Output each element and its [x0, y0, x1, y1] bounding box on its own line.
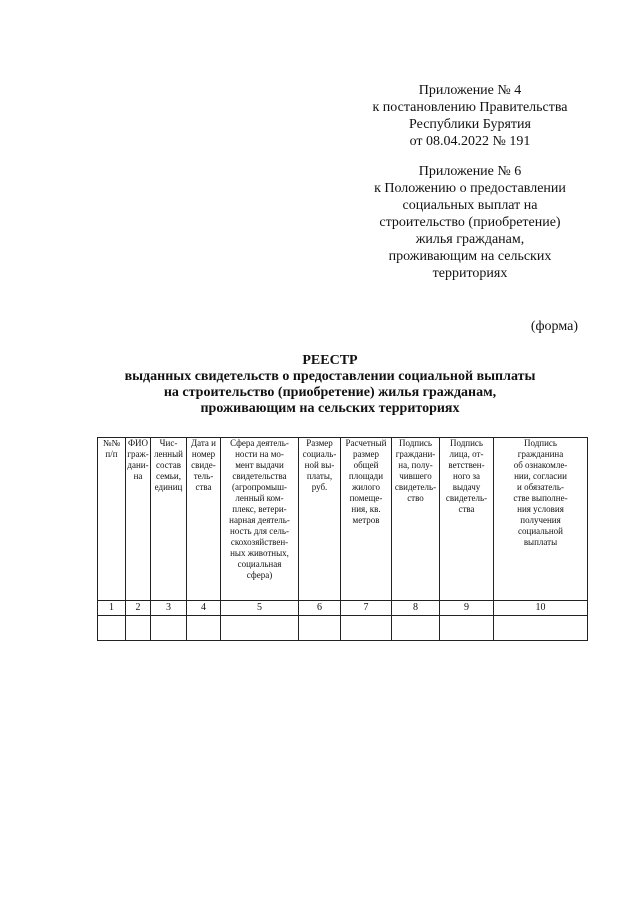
column-header — [392, 438, 440, 601]
appendix-6-line: строительство (приобретение) — [379, 215, 561, 230]
column-header-line: Дата и — [190, 438, 216, 448]
column-header-line: получения — [520, 515, 561, 525]
form-label: (форма) — [530, 319, 578, 334]
column-header — [98, 438, 126, 601]
table-cell — [299, 616, 341, 641]
table-cell — [221, 616, 299, 641]
column-header-line: нарная деятель- — [229, 515, 290, 525]
registry-title-line: на строительство (приобретение) жилья гражданам, — [163, 385, 497, 400]
column-header-line: стве выполне- — [513, 493, 568, 503]
column-header-line: ного за — [452, 471, 481, 481]
table-cell — [392, 616, 440, 641]
column-header-line: выдачу — [452, 482, 481, 492]
appendix-6-line: территориях — [432, 266, 508, 281]
column-header-line: ния, кв. — [351, 504, 381, 514]
column-number: 5 — [221, 601, 299, 616]
column-header-line: дани- — [127, 460, 149, 470]
column-number: 10 — [494, 601, 588, 616]
column-header-line: руб. — [311, 482, 328, 492]
column-header-line: ленный — [154, 449, 183, 459]
registry-title — [80, 353, 580, 417]
column-header-line: свидетель- — [394, 482, 437, 492]
column-header-line: семьи, — [156, 471, 181, 481]
column-header-line: единиц — [154, 482, 183, 492]
column-header-line: социаль- — [302, 449, 337, 459]
column-header-line: ства — [195, 482, 212, 492]
table-cell — [440, 616, 494, 641]
column-number: 6 — [299, 601, 341, 616]
column-number: 9 — [440, 601, 494, 616]
column-header-line: ленный ком- — [235, 493, 284, 503]
column-header-line: социальная — [237, 559, 282, 569]
column-header-line: помеще- — [349, 493, 383, 503]
appendix-6-line: к Положению о предоставлении — [374, 181, 566, 196]
column-header-line: ветствен- — [448, 460, 485, 470]
table-cell — [494, 616, 588, 641]
column-header-line: Подпись — [398, 438, 433, 448]
appendix-6-block — [340, 163, 600, 282]
column-number: 4 — [187, 601, 221, 616]
column-header-line: гражданина — [517, 449, 564, 459]
column-header — [187, 438, 221, 601]
column-header-line: тель- — [193, 471, 214, 481]
column-header-line: метров — [352, 515, 380, 525]
column-header-line: и обязатель- — [517, 482, 564, 492]
column-header-line: №№ — [102, 438, 121, 448]
appendix-4-line: к постановлению Правительства — [372, 100, 568, 115]
column-header-line: свидетель- — [445, 493, 488, 503]
column-header-line: Подпись — [523, 438, 558, 448]
column-header-line: размер — [352, 449, 380, 459]
column-header-line: плекс, ветери- — [232, 504, 287, 514]
column-header-line: (агропромыш- — [232, 482, 287, 492]
column-header — [151, 438, 187, 601]
column-header-line: площади — [348, 471, 384, 481]
registry-heading: РЕЕСТР — [302, 353, 358, 368]
table-cell — [187, 616, 221, 641]
table-row — [98, 616, 588, 641]
table-cell — [126, 616, 151, 641]
column-header-line: сфера) — [246, 570, 273, 580]
column-header-line: чившего — [399, 471, 432, 481]
table-cell — [341, 616, 392, 641]
column-header-line: социальной — [518, 526, 563, 536]
column-header-line: жилого — [352, 482, 380, 492]
appendix-6-line: Приложение № 6 — [418, 164, 522, 179]
appendix-4-line: Приложение № 4 — [418, 83, 522, 98]
appendix-6-line: жилья гражданам, — [415, 232, 525, 247]
appendix-4-block — [340, 82, 600, 150]
column-header-line: ной вы- — [304, 460, 335, 470]
column-header-line: состав — [155, 460, 181, 470]
column-header-line: лица, от- — [449, 449, 484, 459]
column-number: 7 — [341, 601, 392, 616]
appendix-6-line: проживающим на сельских — [388, 249, 552, 264]
table-cell — [151, 616, 187, 641]
column-number: 1 — [98, 601, 126, 616]
column-header-line: ства — [458, 504, 475, 514]
column-header-line: скохозяйствен- — [230, 537, 289, 547]
appendix-6-line: социальных выплат на — [402, 198, 538, 213]
column-header-line: ния условия — [517, 504, 564, 514]
registry-title-line: выданных свидетельств о предоставлении социальной выплаты — [124, 369, 536, 384]
registry-table — [97, 437, 588, 641]
column-header-line: об ознакомле- — [513, 460, 568, 470]
appendix-4-line: Республики Бурятия — [409, 117, 531, 132]
column-header-line: Подпись — [449, 438, 484, 448]
column-header — [440, 438, 494, 601]
table-header-row — [98, 438, 588, 601]
registry-title-line: проживающим на сельских территориях — [200, 401, 460, 416]
column-header-line: Сфера деятель- — [230, 438, 289, 448]
column-header-line: платы, — [306, 471, 333, 481]
column-header-line: Чис- — [159, 438, 178, 448]
column-header-line: граждани- — [395, 449, 436, 459]
column-header-line: ство — [407, 493, 424, 503]
column-number: 2 — [126, 601, 151, 616]
column-header-line: на — [133, 471, 143, 481]
column-header-line: нии, согласии — [514, 471, 567, 481]
column-header — [299, 438, 341, 601]
column-header-line: общей — [353, 460, 379, 470]
column-header-line: свидетельства — [232, 471, 287, 481]
column-header-line: граж- — [127, 449, 149, 459]
column-header-line: свиде- — [191, 460, 216, 470]
column-header-line: ФИО — [127, 438, 149, 448]
column-number: 3 — [151, 601, 187, 616]
column-header-line: ности на мо- — [235, 449, 284, 459]
column-header — [126, 438, 151, 601]
column-number-row — [98, 601, 588, 616]
appendix-4-line: от 08.04.2022 № 191 — [409, 134, 531, 149]
column-header-line: мент выдачи — [235, 460, 284, 470]
column-header — [221, 438, 299, 601]
column-header-line: ных животных, — [230, 548, 289, 558]
table-cell — [98, 616, 126, 641]
column-header-line: п/п — [105, 449, 118, 459]
column-header-line: ность для сель- — [230, 526, 289, 536]
column-header-line: номер — [191, 449, 216, 459]
column-header-line: выплаты — [523, 537, 558, 547]
column-header — [341, 438, 392, 601]
column-header-line: на, полу- — [398, 460, 433, 470]
column-header — [494, 438, 588, 601]
column-header-line: Размер — [306, 438, 333, 448]
column-header-line: Расчетный — [345, 438, 387, 448]
column-number: 8 — [392, 601, 440, 616]
